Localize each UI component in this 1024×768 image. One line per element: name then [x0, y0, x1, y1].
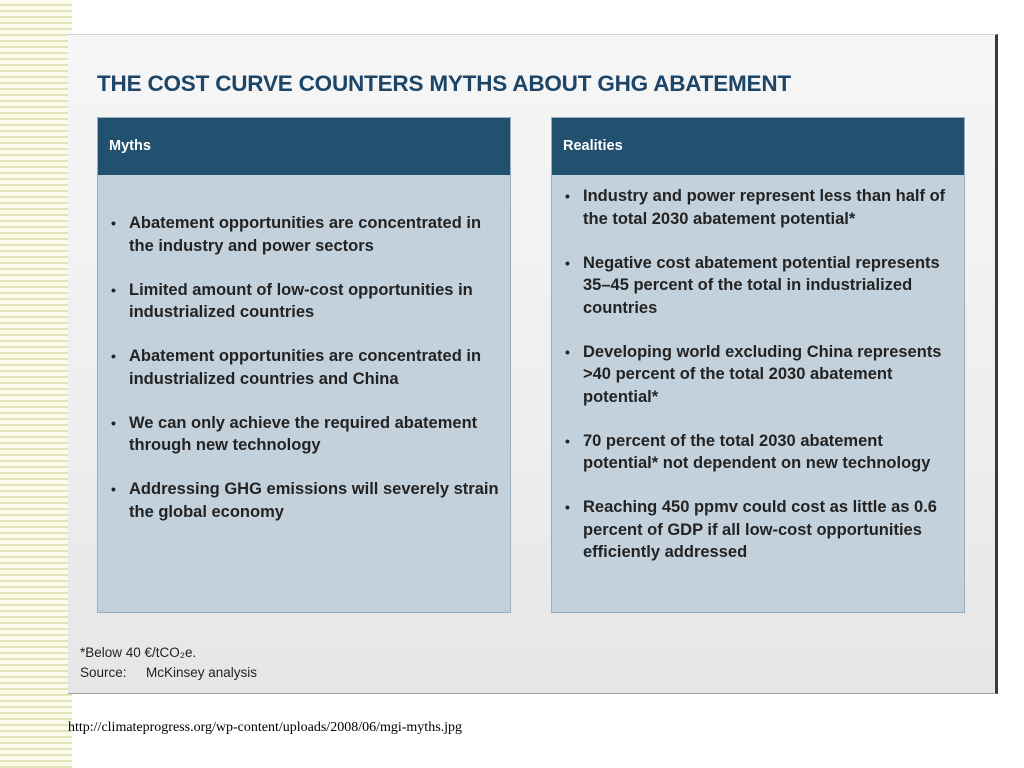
- slide-title: THE COST CURVE COUNTERS MYTHS ABOUT GHG ABATEMENT: [97, 71, 791, 96]
- myth-item: [98, 212, 510, 257]
- realities-list: [552, 175, 964, 564]
- bullet-icon: •: [565, 254, 570, 271]
- myths-panel: [97, 117, 511, 613]
- source-url: http://climateprogress.org/wp-content/uploads/2008/06/mgi-myths.jpg: [68, 720, 463, 735]
- bullet-icon: •: [565, 432, 570, 449]
- bullet-icon: •: [565, 499, 570, 515]
- reality-text: Reaching 450 ppmv could cost as little as 0.6 percent of GDP if all low-cost opportunities efficiently addressed: [583, 498, 937, 561]
- bullet-icon: •: [111, 215, 116, 231]
- bullet-icon: •: [111, 281, 116, 298]
- myth-item: [98, 478, 510, 523]
- realities-header: Realities: [552, 118, 964, 175]
- footnote-source: [80, 663, 257, 683]
- footnote-note: *Below 40 €/tCO₂e.: [80, 645, 197, 660]
- myth-text: Abatement opportunities are concentrated in the industry and power sectors: [129, 214, 482, 255]
- myth-text: Limited amount of low-cost opportunities in industrialized countries: [129, 280, 473, 321]
- myth-text: Addressing GHG emissions will severely strain the global economy: [129, 480, 499, 521]
- bullet-icon: •: [111, 481, 116, 497]
- reality-text: Developing world excluding China represents >40 percent of the total 2030 abatement potential*: [583, 342, 942, 406]
- reality-text: Negative cost abatement potential represents 35–45 percent of the total in industrialized countries: [583, 253, 940, 317]
- reality-text: 70 percent of the total 2030 abatement potential* not dependent on new technology: [583, 431, 931, 472]
- realities-panel: [551, 117, 965, 613]
- reality-item: [552, 496, 964, 564]
- myths-list: [98, 175, 510, 523]
- bullet-icon: •: [565, 343, 570, 360]
- myth-text: We can only achieve the required abatement through new technology: [129, 413, 478, 454]
- myth-text: Abatement opportunities are concentrated in industrialized countries and China: [129, 347, 482, 388]
- decorative-stripes: [0, 0, 72, 768]
- bullet-icon: •: [111, 414, 116, 431]
- reality-item: [552, 185, 964, 230]
- reality-item: [552, 252, 964, 320]
- bullet-icon: •: [111, 348, 116, 364]
- reality-text: Industry and power represent less than half of the total 2030 abatement potential*: [583, 187, 946, 228]
- slide-image: [68, 34, 998, 694]
- source-label: Source:: [80, 665, 127, 680]
- footnote: [80, 643, 257, 683]
- reality-item: [552, 430, 964, 475]
- myth-item: [98, 345, 510, 390]
- myth-item: [98, 412, 510, 457]
- reality-item: [552, 341, 964, 409]
- bullet-icon: •: [565, 188, 570, 204]
- myths-header: Myths: [98, 118, 510, 175]
- source-value: McKinsey analysis: [146, 665, 258, 680]
- myth-item: [98, 279, 510, 324]
